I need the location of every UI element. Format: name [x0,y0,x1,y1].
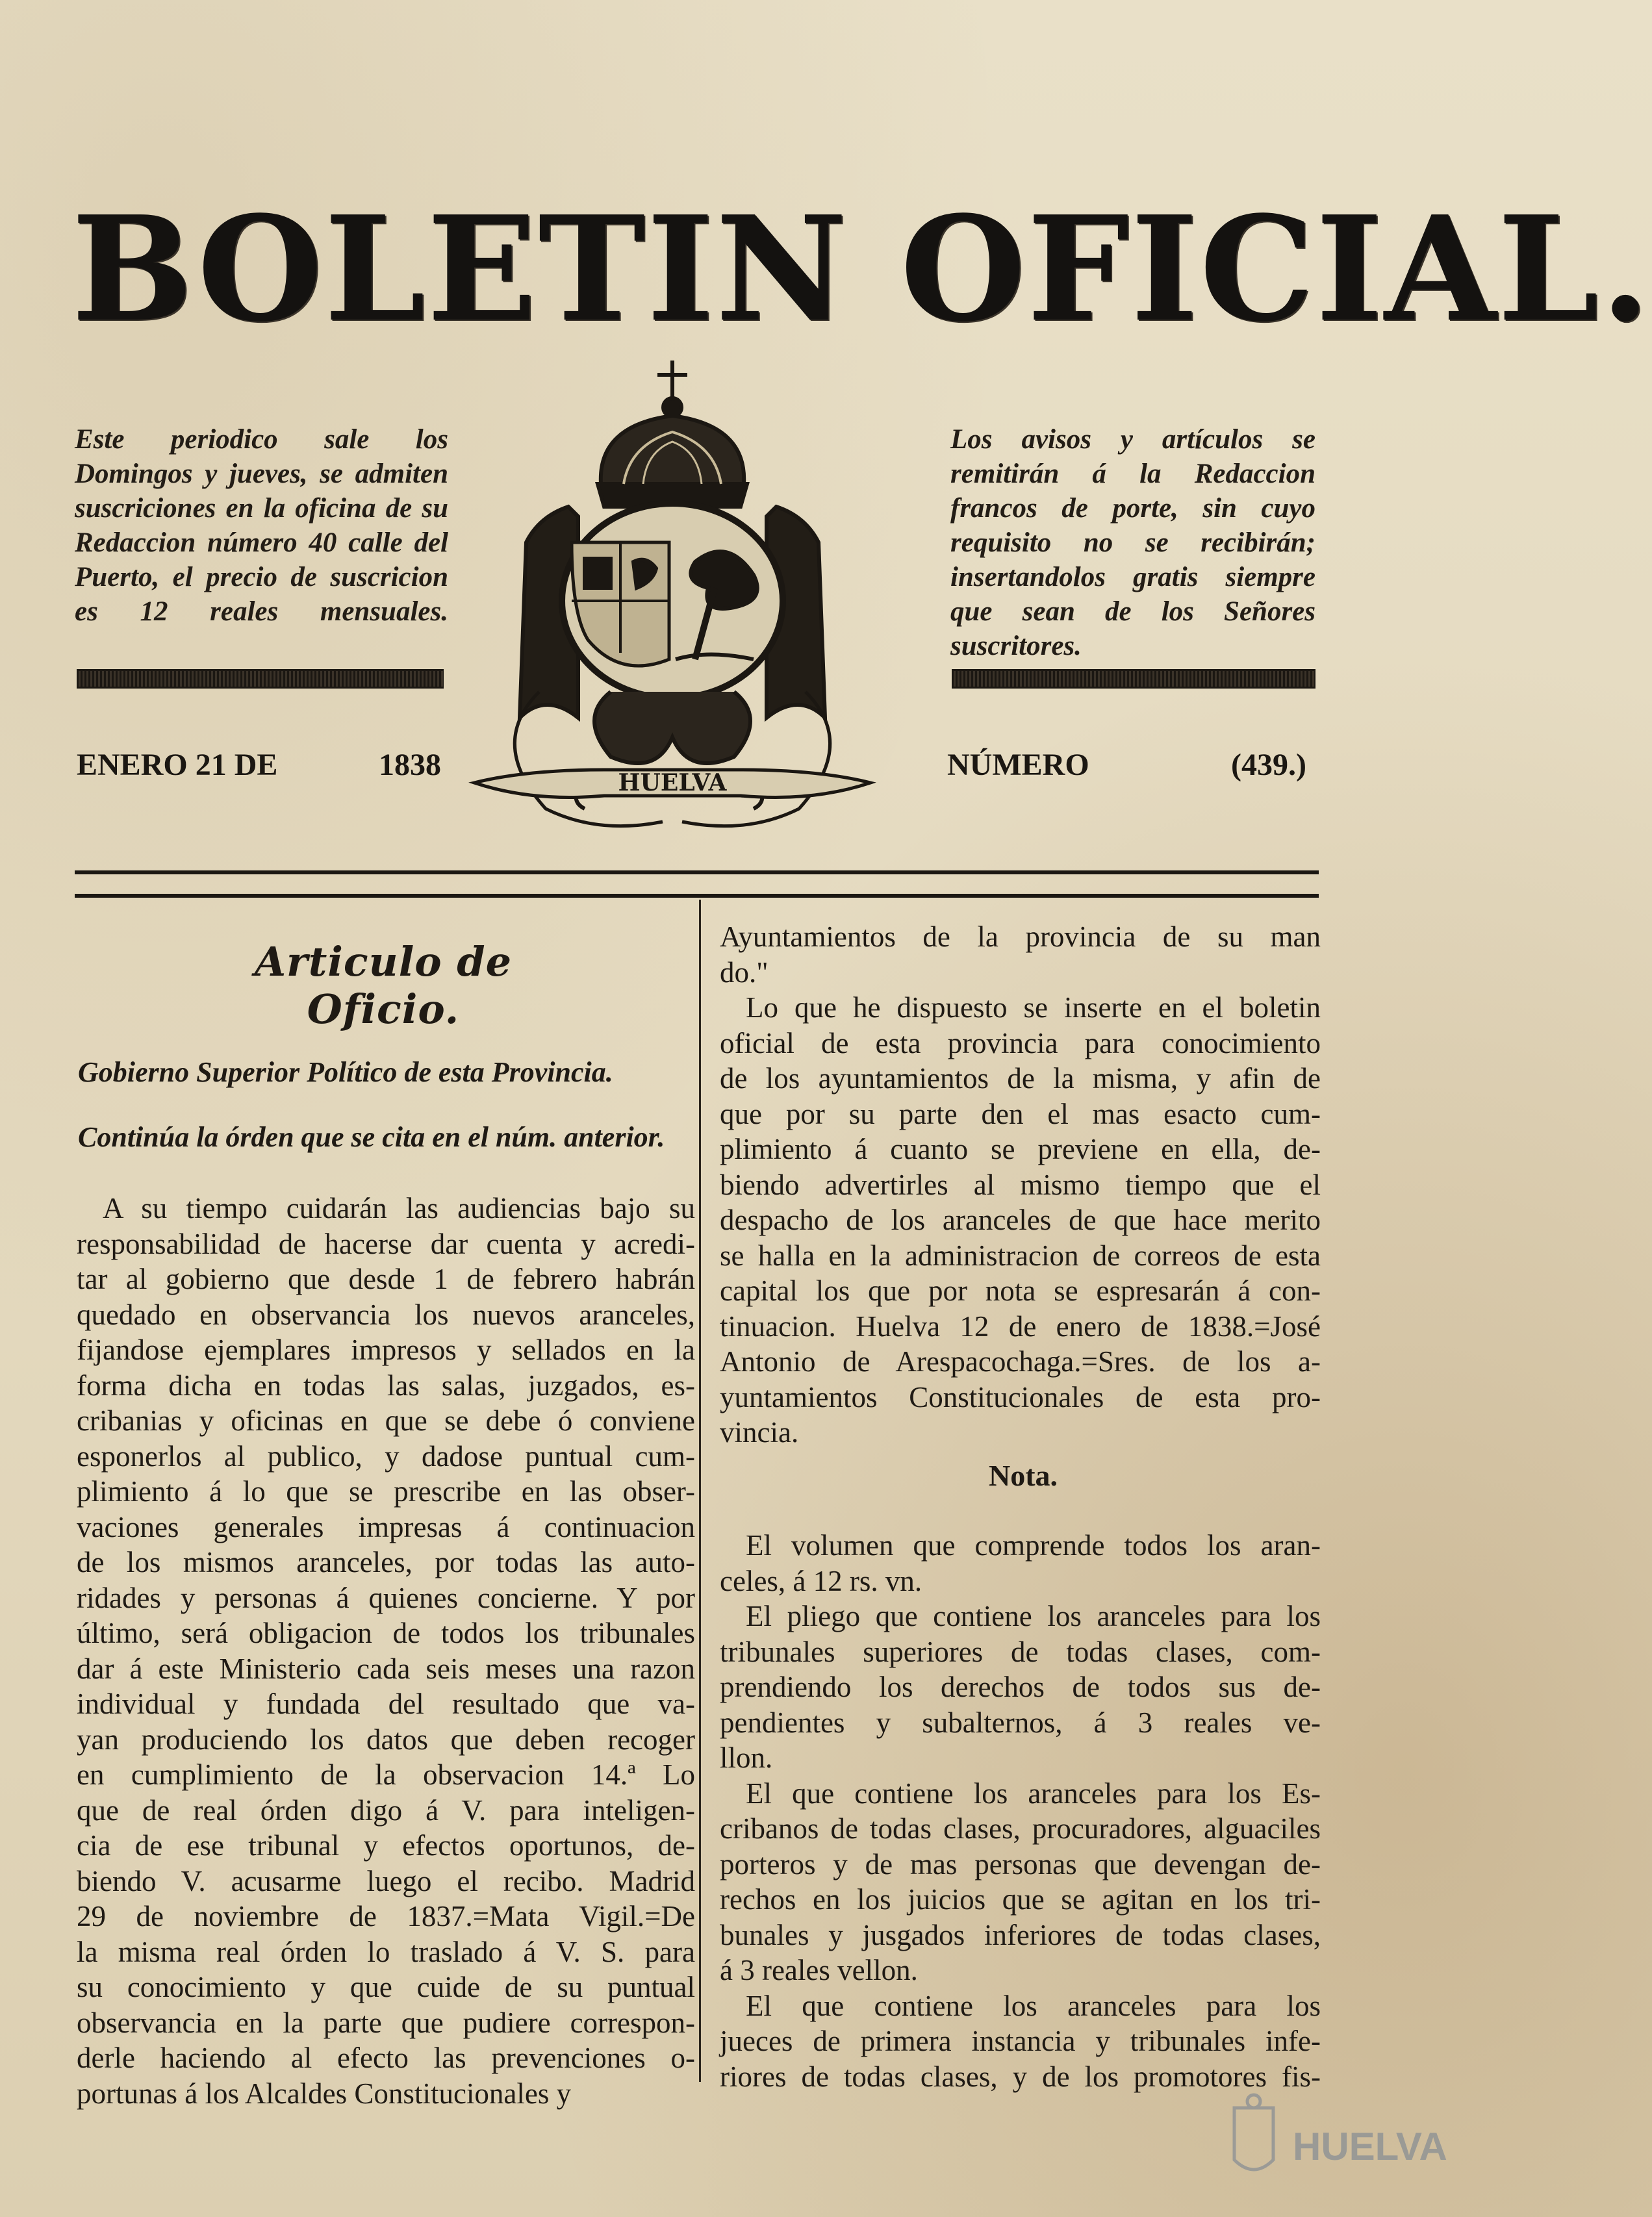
ornamental-rule-right [952,669,1315,689]
text-line: bunales y jusgados inferiores de todas clases, [720,1918,1321,1951]
text-line: porteros y de mas personas que devengan de- [720,1847,1321,1881]
text-line: Lo que he dispuesto se inserte en el boletin [746,991,1321,1024]
column-divider [699,900,701,2082]
text-line: pendientes y subalternos, á 3 reales ve- [720,1706,1321,1739]
right-column-body [720,919,1321,1451]
text-line: responsabilidad de hacerse dar cuenta y acredi- [77,1227,695,1260]
text-line: tribunales superiores de todas clases, com- [720,1635,1321,1668]
text-line: vincia. [720,1416,799,1449]
text-line: El pliego que contiene los aranceles para los [746,1600,1321,1632]
text-line: rechos en los juicios que se agitan en los tri- [720,1883,1321,1916]
ornamental-rule-left [77,669,444,689]
text-line: El volumen que comprende todos los aran- [746,1529,1321,1562]
text-line: su conocimiento y que cuide de su puntual [77,1971,695,2003]
text-line: dar á este Ministerio cada seis meses una razon [77,1652,695,1685]
text-line: la misma real órden lo traslado á V. S. para [77,1935,695,1968]
text-line: fijandose ejemplares impresos y sellados en la [77,1334,695,1366]
text-line: tinuacion. Huelva 12 de enero de 1838.=José [720,1310,1321,1343]
masthead-title: BOLETIN OFICIAL. [71,185,1652,354]
text-line: riores de todas clases, y de los promotores fis- [720,2060,1321,2093]
issue-number: (439.) [1231,748,1306,782]
text-line: celes, á 12 rs. vn. [720,1564,922,1597]
text-line: de los ayuntamientos de la misma, y afin de [720,1062,1321,1095]
text-line: plimiento á lo que se prescribe en las obser- [77,1475,695,1508]
text-line: oficial de esta provincia para conocimiento [720,1026,1321,1059]
stamp-text: HUELVA [1293,2125,1447,2168]
text-line: forma dicha en todas las salas, juzgados, es- [77,1369,695,1402]
text-line: despacho de los aranceles de que hace merito [720,1204,1321,1236]
crest-ribbon-text: HUELVA [618,769,727,796]
left-column-body [77,1191,695,2111]
text-line: El que contiene los aranceles para los [746,1989,1321,2022]
issue-year: 1838 [379,748,441,782]
text-line: capital los que por nota se espresarán á con- [720,1274,1321,1307]
text-line: vaciones generales impresas á continuacion [77,1510,695,1543]
text-line: á 3 reales vellon. [720,1954,918,1986]
text-line: yan produciendo los datos que deben recoger [77,1723,695,1756]
header-double-rule [75,870,1319,898]
text-line: cia de ese tribunal y efectos oportunos, de- [77,1829,695,1862]
text-line: llon. [720,1742,773,1774]
text-line: individual y fundada del resultado que va- [77,1688,695,1720]
subscription-note: Este periodico sale los Domingos y jueves, se admiten suscriciones en la oficina de su Redaccion número 40 calle del Puerto, el precio de suscricion es 12 reales mensuales. [75,424,448,627]
text-line: ridades y personas á quienes concierne. Y por [77,1581,695,1614]
text-line: de los mismos aranceles, por todas las auto- [77,1546,695,1578]
text-line: prendiendo los derechos de todos sus de- [720,1671,1321,1703]
text-line: Ayuntamientos de la provincia de su man [720,920,1321,953]
text-line: plimiento á cuanto se previene en ella, de- [720,1133,1321,1165]
government-subhead: Gobierno Superior Político de esta Provincia. [78,1056,613,1088]
submission-note: Los avisos y artículos se remitirán á la Redaccion francos de porte, sin cuyo requisito no se recibirán; insertandolos gratis siempre que sean de los Señores suscritores. [950,424,1315,661]
text-line: 29 de noviembre de 1837.=Mata Vigil.=De [77,1900,695,1932]
text-line: en cumplimiento de la observacion 14.ª Lo [77,1758,695,1791]
issue-number-label: NÚMERO [947,748,1089,782]
coat-of-arms-crest [448,354,896,861]
text-line: que por su parte den el mas esacto cum- [720,1097,1321,1130]
text-line: cribanias y oficinas en que se debe ó conviene [77,1404,695,1437]
text-line: cribanos de todas clases, procuradores, alguaciles [720,1812,1321,1845]
text-line: último, será obligacion de todos los tribunales [77,1617,695,1649]
text-line: El que contiene los aranceles para los Es- [746,1777,1321,1810]
text-line: quedado en observancia los nuevos aranceles, [77,1298,695,1331]
text-line: portunas á los Alcaldes Constitucionales y [77,2077,572,2110]
text-line: derle haciendo al efecto las prevenciones o- [77,2042,695,2074]
text-line: do." [720,956,769,989]
text-line: Antonio de Arespacochaga.=Sres. de los a- [720,1345,1321,1378]
text-line: que de real órden digo á V. para inteligen- [77,1793,695,1827]
nota-heading: Nota. [988,1459,1058,1492]
text-line: biendo advertirles al mismo tiempo que el [720,1168,1321,1201]
continuation-subhead: Continúa la órden que se cita en el núm. anterior. [78,1121,665,1153]
nota-body [720,1528,1321,2094]
section-heading: Articulo de Oficio. [254,938,513,1033]
text-line: biendo V. acusarme luego el recibo. Madrid [77,1864,695,1897]
text-line: yuntamientos Constitucionales de esta pro- [720,1380,1321,1413]
text-line: A su tiempo cuidarán las audiencias bajo su [103,1192,695,1224]
text-line: jueces de primera instancia y tribunales infe- [720,2025,1321,2057]
text-line: tar al gobierno que desde 1 de febrero habrán [77,1263,695,1295]
text-line: observancia en la parte que pudiere correspon- [77,2006,695,2039]
text-line: se halla en la administracion de correos de esta [720,1239,1321,1272]
archive-watermark-stamp [1221,2088,1447,2186]
text-line: esponerlos al publico, y dadose puntual cum- [77,1439,695,1473]
issue-date: ENERO 21 DE [77,748,278,782]
